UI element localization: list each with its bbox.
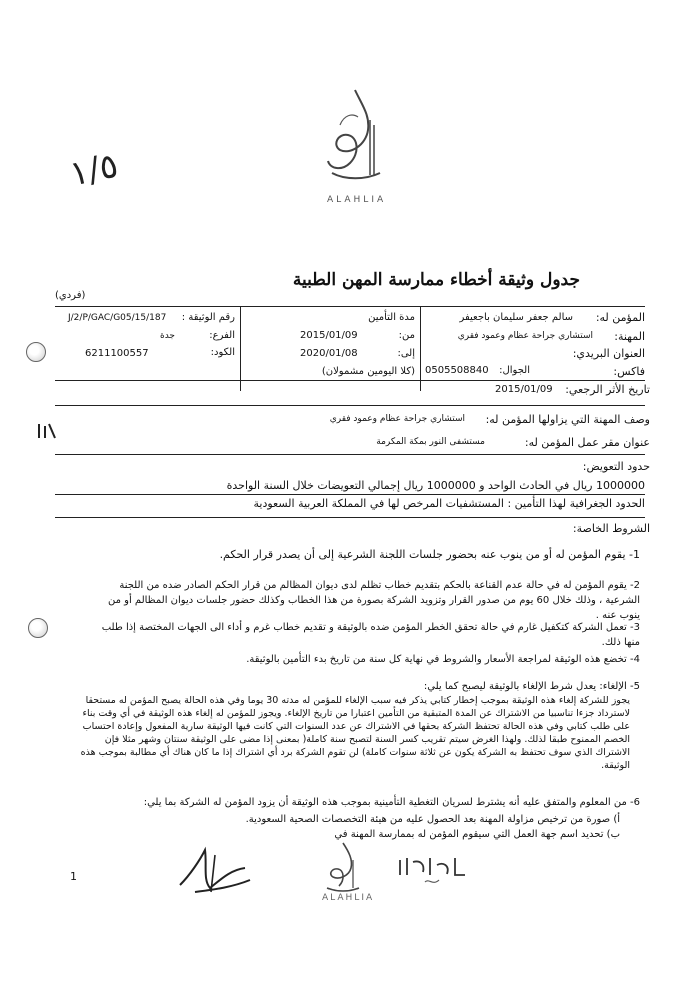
punch-hole-bottom <box>28 618 48 638</box>
mobile-label: الجوال: <box>499 365 530 376</box>
branch-label: الفرع: <box>209 330 235 341</box>
geo-value: المستشفيات المرخص لها في المملكة العربية السعودية <box>253 497 504 510</box>
geo-label: الحدود الجغرافية لهذا التأمين : <box>507 497 645 510</box>
compensation-text-1: ريال في الحادث الواحد و <box>479 479 593 492</box>
punch-hole-top <box>26 342 46 362</box>
policy-type-note: (فردي) <box>55 290 86 301</box>
header-divider-right <box>420 306 421 391</box>
code-label: الكود: <box>210 347 235 358</box>
page-number: 1 <box>70 870 77 883</box>
period-label: مدة التأمين <box>368 312 415 323</box>
to-value: 2020/01/08 <box>300 348 358 359</box>
work-address-value: مستشفى النور بمكة المكرمة <box>376 437 485 447</box>
sub-item-a: أ) صورة من ترخيص مزاولة المهنة بعد الحصول عليه من هيئة التخصصات الصحية السعودية. <box>245 814 620 825</box>
section-divider-1 <box>55 405 645 406</box>
alahlia-logo <box>310 85 400 200</box>
policy-no-label: رقم الوثيقة : <box>181 312 235 323</box>
to-label: إلى: <box>397 348 415 359</box>
code-value: 6211100557 <box>85 348 149 359</box>
from-label: من: <box>398 330 415 341</box>
insured-label: المؤمن له: <box>595 311 645 324</box>
margin-scribble <box>35 420 59 442</box>
retro-value: 2015/01/09 <box>495 384 553 395</box>
policy-no-value: J/2/P/GAC/G05/15/187 <box>68 313 167 323</box>
sub-item-b: ب) تحديد اسم جهة العمل التي سيقوم المؤمن له بممارسة المهنة في <box>334 829 620 840</box>
document-title: جدول وثيقة أخطاء ممارسة المهن الطبية <box>292 270 580 290</box>
condition-4: 4- تخضع هذه الوثيقة لمراجعة الأسعار والشروط في نهاية كل سنة من تاريخ بدء التأمين بالوثيقة. <box>246 654 640 665</box>
retro-label: تاريخ الأثر الرجعي: <box>565 383 650 396</box>
geo-line <box>70 497 645 510</box>
condition-6: 6- من المعلوم والمتفق عليه أنه يشترط لسريان التغطية التأمينية بموجب هذه الوثيقة أن يزود المؤمن له الشركة بما يلي: <box>143 797 640 808</box>
address-label: العنوان البريدي: <box>572 347 645 360</box>
condition-5: 5- الإلغاء: يعدل شرط الإلغاء بالوثيقة ليصبح كما يلي: <box>423 681 640 692</box>
header-divider-left <box>240 306 241 391</box>
cancellation-text: يجوز للشركة إلغاء هذه الوثيقة بموجب إخطار كتابي يذكر فيه سبب الإلغاء للمؤمن له مدته 30 يوما وفي هذه الحالة يصبح المؤمن له مستحقا لاسترداد جزءا تناسبيا من الاشتراك عن المدة المتبقية من التأمين اعتبارا من تاريخ الإلغاء. ويجوز للمؤمن له إلغاء هذه الوثيقة في أي وقت بناء على طلب كتابي وفي هذه الحالة تحتفظ الشركة بحقها في الاشتراك عن عدد السنوات التي كانت فيها الوثيقة سارية المفعول وإعادة احتساب الخصم الممنوح طبقا لذلك. ولهذا الغرض سيتم تقريب كسر السنة لتصبح سنة كاملة( بمعنى إذا مضى على الوثيقة سنتان وشهر مثلا فإن الاشتراك الذي سوف تحتفظ به الشركة يكون عن ثلاثة سنوات كاملة) لن تقوم الشركة برد أي اشتراك إذا ما كان هناك أي مطالبة بموجب هذه الوثيقة. <box>80 695 630 771</box>
fax-label: فاكس: <box>613 365 645 378</box>
logo-caption: ALAHLIA <box>327 195 387 205</box>
condition-2: 2- يقوم المؤمن له في حالة عدم القناعة بالحكم بتقديم خطاب تظلم لدى ديوان المظالم من قرار الحكم الصادر ضده من اللجنة الشرعية ، وذلك خلال 60 يوم من صدور القرار وتزويد الشركة بصورة من هذا الخطاب وكذلك حضور جلسات ديوان المظالم أو من ينوب عنه . <box>108 580 640 621</box>
compensation-amount-1: 1000000 <box>596 479 645 492</box>
footer-logo-caption: ALAHLIA <box>322 893 375 903</box>
section-divider-4 <box>55 517 645 518</box>
compensation-label: حدود التعويض: <box>582 460 650 473</box>
compensation-line <box>70 479 645 492</box>
profession-value: استشاري جراحة عظام وعمود فقري <box>457 331 593 341</box>
work-address-label: عنوان مقر عمل المؤمن له: <box>524 436 650 449</box>
section-divider-2 <box>55 454 645 455</box>
footer-alahlia-logo <box>315 840 370 895</box>
both-days-note: (كلا اليومين مشمولان) <box>321 366 415 377</box>
header-row-divider <box>55 380 645 381</box>
stamp-mark <box>395 850 470 890</box>
special-conditions-label: الشروط الخاصة: <box>572 522 650 535</box>
compensation-text-2: ريال إجمالي التعويضات خلال السنة الواحدة <box>226 479 424 492</box>
branch-value: جدة <box>159 331 175 341</box>
from-value: 2015/01/09 <box>300 330 358 341</box>
condition-3: 3- تعمل الشركة كتكفيل غارم في حالة تحقق الخطر المؤمن ضده بالوثيقة و تقديم خطاب غرم و أداء الى الجهات المختصة إذا طلب منها ذلك. <box>101 622 640 648</box>
compensation-amount-2: 1000000 <box>426 479 476 492</box>
header-top-border <box>55 306 645 307</box>
signature <box>175 840 255 900</box>
profession-label: المهنة: <box>614 330 645 343</box>
profession-desc-value: استشاري جراحة عظام وعمود فقري <box>329 414 465 424</box>
section-divider-3 <box>55 494 645 495</box>
mobile-value: 0505508840 <box>425 365 489 376</box>
profession-desc-label: وصف المهنة التي يزاولها المؤمن له: <box>485 413 650 426</box>
insured-value: سالم جعفر سليمان باجعيفر <box>459 312 573 323</box>
handwritten-note: ١/٥ <box>66 145 122 195</box>
condition-1: 1- يقوم المؤمن له أو من ينوب عنه بحضور جلسات اللجنة الشرعية إلى أن يصدر قرار الحكم. <box>219 548 640 561</box>
